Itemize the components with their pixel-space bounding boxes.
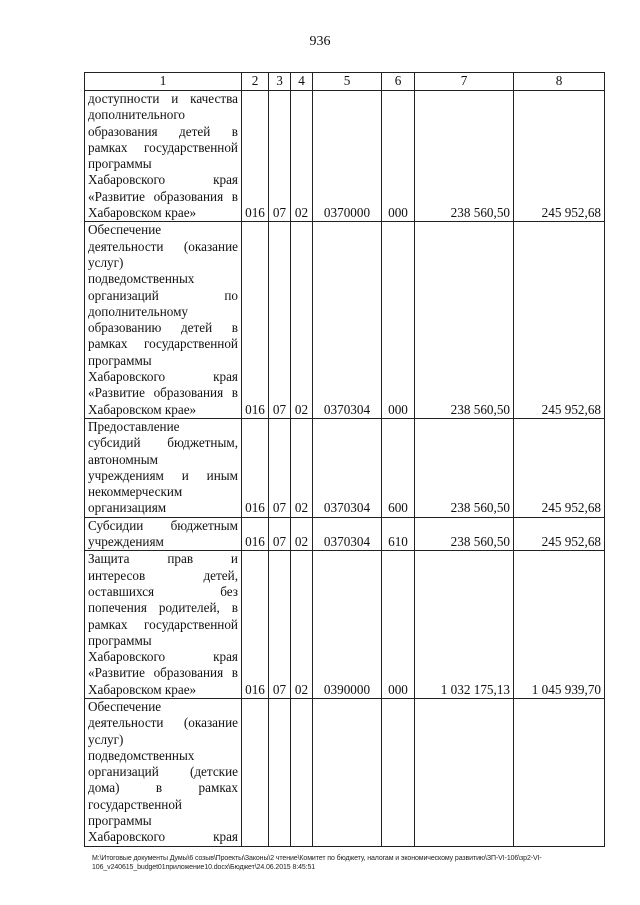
cell-c2 [242,698,269,846]
row-name-line: деятельности (оказание [88,715,238,731]
header-cell: 8 [514,73,605,91]
row-name-cell [85,418,242,517]
row-name-line: государственной [88,796,182,812]
page-number: 936 [309,34,331,49]
cell-c7: 238 560,50 [415,418,514,517]
row-name-cell [85,551,242,699]
row-name-line: учреждениям и иным [88,467,238,483]
cell-c7: 1 032 175,13 [415,551,514,699]
row-name-line: Защита прав и [88,551,238,567]
cell-c6: 600 [382,418,415,517]
row-name-line: услуг) [88,254,124,270]
row-name-line: образования детей в [88,123,238,139]
table-row [85,222,605,419]
footer-line: M:\Итоговые документы Думы\6 созыв\Проекты\Законы\2 чтение\Комитет по бюджету, налогам и экономическому развитию\ЗП-VI-106\зр2-VI- [92,855,542,862]
row-name-line: Хабаровском крае» [88,681,197,697]
row-name-line: некоммерческим [88,484,183,500]
cell-c3: 07 [269,517,291,551]
row-name-line: Обеспечение [88,698,162,714]
header-cell: 4 [291,73,313,91]
cell-c4: 02 [291,418,313,517]
cell-c8: 245 952,68 [514,418,605,517]
row-name-line: Хабаровского края [88,829,238,845]
row-name-line: программы [88,352,152,368]
row-name-line: программы [88,156,152,172]
cell-c6: 610 [382,517,415,551]
row-name-line: Субсидии бюджетным [88,517,238,533]
cell-c7: 238 560,50 [415,517,514,551]
row-name-line: субсидий бюджетным, [88,435,238,451]
cell-c7 [415,698,514,846]
cell-c6 [382,698,415,846]
cell-c4: 02 [291,222,313,419]
row-name-line: программы [88,632,152,648]
row-name-line: рамках государственной [88,336,238,352]
cell-c8: 245 952,68 [514,517,605,551]
row-name-line: образованию детей в [88,320,238,336]
row-name-line: «Развитие образования в [88,188,238,204]
cell-c4: 02 [291,551,313,699]
row-name-cell [85,91,242,222]
header-cell: 2 [242,73,269,91]
cell-c3: 07 [269,222,291,419]
row-name-line: рамках государственной [88,616,238,632]
cell-c5 [313,698,382,846]
cell-c8: 245 952,68 [514,91,605,222]
cell-c4: 02 [291,517,313,551]
cell-c2: 016 [242,551,269,699]
row-name-cell [85,517,242,551]
row-name-line: Хабаровского края [88,369,238,385]
row-name-cell [85,698,242,846]
budget-table [84,72,605,847]
row-name-cell [85,222,242,419]
row-name-line: учреждениям [88,534,164,550]
row-name-line: доступности и качества [88,91,238,106]
row-name-line: «Развитие образования в [88,665,238,681]
cell-c3: 07 [269,418,291,517]
cell-c4: 02 [291,91,313,222]
cell-c2: 016 [242,517,269,551]
row-name-line: Предоставление [88,418,180,434]
header-cell: 1 [85,73,242,91]
row-name-line: оставшихся без [88,583,238,599]
row-name-line: интересов детей, [88,567,238,583]
table-row [85,517,605,551]
cell-c2: 016 [242,222,269,419]
cell-c8: 245 952,68 [514,222,605,419]
row-name-line: организаций по [88,287,238,303]
row-name-line: рамках государственной [88,139,238,155]
row-name-line: дома) в рамках [88,780,238,796]
cell-c2: 016 [242,91,269,222]
row-name-line: услуг) [88,731,124,747]
cell-c7: 238 560,50 [415,91,514,222]
cell-c5: 0370304 [313,418,382,517]
row-name-line: Хабаровского края [88,172,238,188]
row-name-line: подведомственных [88,271,195,287]
row-name-line: Хабаровского края [88,649,238,665]
header-cell: 5 [313,73,382,91]
row-name-line: попечения родителей, в [88,600,238,616]
row-name-line: организаций (детские [88,764,238,780]
row-name-line: подведомственных [88,747,195,763]
cell-c3 [269,698,291,846]
row-name-line: «Развитие образования в [88,385,238,401]
cell-c3: 07 [269,551,291,699]
table-row [85,698,605,846]
cell-c5: 0370000 [313,91,382,222]
cell-c6: 000 [382,551,415,699]
table-row [85,551,605,699]
row-name-line: деятельности (оказание [88,238,238,254]
cell-c7: 238 560,50 [415,222,514,419]
row-name-line: дополнительного [88,107,186,123]
row-name-line: организациям [88,500,167,516]
header-cell: 3 [269,73,291,91]
footer-line: 106_v240615_budget01приложение10.docx\Бюджет\24.06.2015 8:45:51 [92,864,316,871]
cell-c5: 0370304 [313,517,382,551]
row-name-line: автономным [88,451,158,467]
header-cell: 6 [382,73,415,91]
cell-c2: 016 [242,418,269,517]
row-name-line: Хабаровском крае» [88,401,197,417]
row-name-line: Хабаровском крае» [88,205,197,221]
cell-c4 [291,698,313,846]
table-row [85,418,605,517]
cell-c5: 0370304 [313,222,382,419]
table-header-row [85,73,605,91]
cell-c6: 000 [382,222,415,419]
row-name-line: дополнительному [88,303,189,319]
row-name-line: Обеспечение [88,222,162,238]
cell-c8: 1 045 939,70 [514,551,605,699]
file-path-footer [92,854,612,872]
table-row [85,91,605,222]
row-name-line: программы [88,813,152,829]
cell-c3: 07 [269,91,291,222]
cell-c8 [514,698,605,846]
cell-c5: 0390000 [313,551,382,699]
cell-c6: 000 [382,91,415,222]
header-cell: 7 [415,73,514,91]
